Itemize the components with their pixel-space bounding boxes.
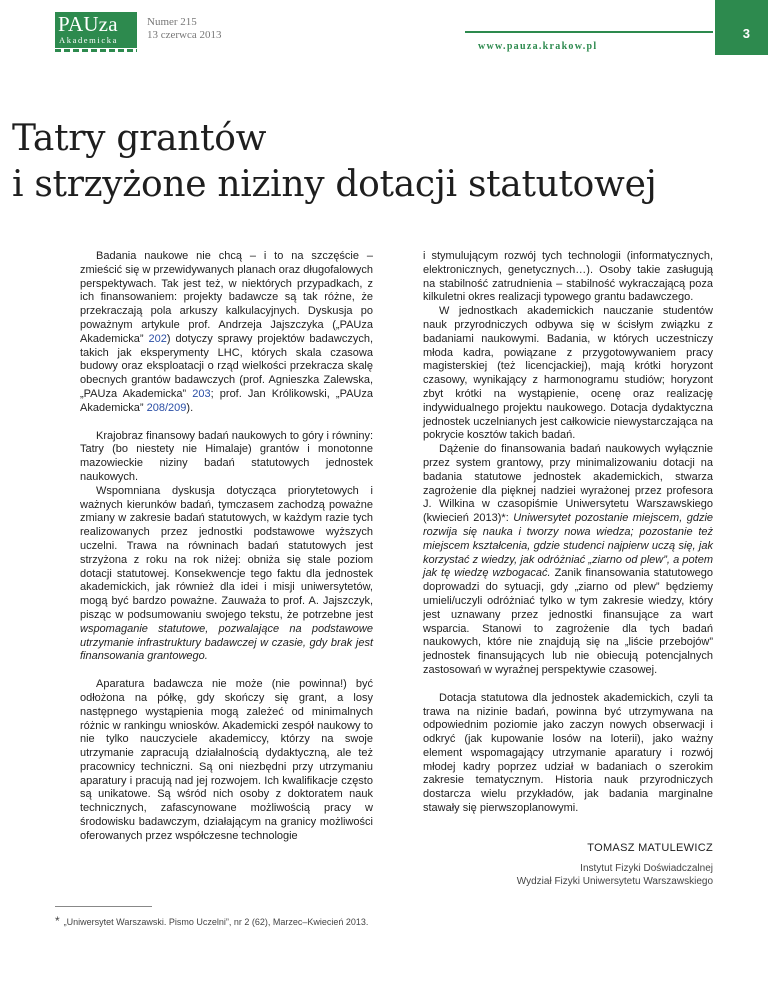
footnote-text: „Uniwersytet Warszawski. Pismo Uczelni”, nr 2 (62), Marzec–Kwiecień 2013. [63,917,369,927]
title-line-1: Tatry grantów [12,118,267,159]
quote: wspomaganie statutowe, pozwalające na podstawowe utrzymanie infrastruktury badawczej w czasie, gdy brak jest finansowania grantowego. [80,622,373,663]
paragraph: Aparatura badawcza nie może (nie powinna!) być odłożona na półkę, gdy skończy się grant, a losy następnego wystąpienia mogą zależeć od minimalnych różnic w rankingu wniosków. Akademicki zespół naukowy to nie tylko nauczyciele akademiccy, którzy na swoje utrzymanie zapracują działalnością dydaktyczną, ale też pracownicy techniczni. Są oni niezbędni przy utrzymaniu aparatury i pracują nad jej rozwojem. Ich kwalifikacje często są unikatowe. Są wśród nich osoby z doktoratem nauk technicznych, zafascynowane możliwością pracy w środowisku badawczym, działającym na granicy możliwości oferowanych przez współczesne technologie [80,678,373,842]
pauza-logo [55,12,137,48]
paragraph: Krajobraz finansowy badań naukowych to góry i równiny: Tatry (bo niestety nie Himalaje) grantów i monotonne mazowieckie niziny badań statutowych jednostek naukowych. [80,429,373,483]
page-number: 3 [742,26,750,41]
footnote-rule [55,906,152,907]
quote: Uniwersytet pozostanie miejscem, gdzie rozwija się nauka i tworzy nowa wiedza; pozostanie też miejscem kształcenia, gdzie studenci najpierw uczą się, jak korzystać z wiedzy, jak odróżniać „ziarno od plew”, a potem jak tę wiedzę wzbogacać. [423,512,714,580]
title-line-2: i strzyżone niziny dotacji statutowej [12,164,657,205]
author-name: TOMASZ MATULEWICZ [587,842,713,854]
article-column-left [80,250,373,844]
paragraph: Wspomniana dyskusja dotycząca priorytetowych i ważnych kierunków badań, tymczasem zachodzą poważne zmiany w zakresie badań statutowych, w każdym razie tych realizowanych przez jednostki podstawowe wyższych uczelni. Trawa na równinach badań statutowych jest strzyżona z roku na rok niżej: obniża się stale poziom dotacji statutowej. Konsekwencje tego faktu dla jednostek akademickich, jak również dla idei i misji uniwersytetów, mogą być bardzo poważne. Zauważa to prof. A. Jajszczyk, pisząc w podsumowaniu swojego tekstu, że potrzebne jest wspomaganie statutowe, pozwalające na podstawowe utrzymanie infrastruktury badawczej w czasie, gdy brak jest finansowania grantowego. [80,484,373,663]
header-rule [465,31,713,33]
issue-link[interactable]: 202 [148,332,167,345]
issue-date: 13 czerwca 2013 [147,29,222,41]
article-title [12,116,656,208]
article-column-right [423,250,713,816]
paragraph: Badania naukowe nie chcą – i to na szczęście – zmieścić się w przewidywanych planach oraz długofalowych perspektywach. Tak jest też, w niektórych przypadkach, z ich finansowaniem: projekty badawcze są tak różne, że przekraczają pola arkuszy kalkulacyjnych. Dyskusja po poważnym artykule prof. Andrzeja Jajszczyka („PAUza Akademicka” 202) dotyczy sprawy projektów badawczych, takich jak eksperymenty LHC, których skala czasowa budowy oraz eksploatacji o rząd wielkości przekracza skalę obecnych grantów badawczych (prof. Agnieszka Zalewska, „PAUza Akademicka” 203; prof. Jan Królikowski, „PAUza Akademicka” 208/209). [80,250,373,414]
issue-number: Numer 215 [147,16,197,28]
website-link[interactable]: www.pauza.krakow.pl [478,41,598,52]
issue-link[interactable]: 208/209 [146,401,187,414]
paragraph: Dążenie do finansowania badań naukowych wyłącznie przez system grantowy, przy minimalizowaniu dotacji na badania statutowe jednostek akademickich, stwarza zagrożenie dla pięknej nadziei wyrażonej przez profesora J. Wilkina w czasopiśmie Uniwersytetu Warszawskiego (kwiecień 2013)*: Uniwersytet pozostanie miejscem, gdzie rozwija się nauka i tworzy nowa wiedza; pozostanie też miejscem kształcenia, gdzie studenci najpierw uczą się, jak korzystać z wiedzy, jak odróżniać „ziarno od plew”, a potem jak tę wiedzę wzbogacać. Zanik finansowania statutowego doprowadzi do sytuacji, gdy „ziarno od plew” będziemy umieli/uczyli odróżniać tylko w tym zakresie wiedzy, który jest uznawany przez jednostki finansujące za wart wsparcia. Stanowi to zagrożenie dla tych badań naukowych, które nie znajdują się na „liście przebojów” jednostek finansujących lub nie obiecują potencjalnych zastosowań w wyraźnej perspektywie czasowej. [423,443,714,676]
page-number-tab [715,0,768,55]
issue-info [147,16,222,42]
logo-decoration [55,49,137,52]
issue-link[interactable]: 203 [192,387,211,400]
logo-subtitle: Akademicka [59,35,118,45]
paragraph: Dotacja statutowa dla jednostek akademickich, czyli ta trawa na nizinie badań, powinna być utrzymywana na odpowiednim poziomie jako zaczyn nowych obserwacji i odkryć (jak kupowanie losów na loterii), jako ważny element wspomagający utrzymanie aparatury i rozwój młodej kadry poprzez udział w badaniach o szerokim zakresie tematycznym. Historia nauk przyrodniczych dostarcza wielu przykładów, jak badania marginalne stawały się pierwszoplanowymi. [423,691,713,815]
footnote-marker: * [55,914,60,928]
paragraph: W jednostkach akademickich nauczanie studentów nauk przyrodniczych odbywa się w ścisłym związku z badaniami naukowymi. Badania, w których uczestniczy młoda kadra, powiązane z przygotowywaniem pracy magisterskiej (też licencjackiej), mają krótki horyzont czasowy, wynikający z harmonogramu studiów; horyzont zbyt krótki na wystąpienie, ocenę oraz realizację indywidualnego projektu naukowego. Dotacja dydaktyczna jednostek uczelnianych jest całkowicie niewystarczająca na pokrycie kosztów takich badań. [423,305,713,442]
footnote [55,914,368,928]
paragraph: i stymulującym rozwój tych technologii (informatycznych, elektronicznych, genetycznych…). Osoby takie zasługują na stabilność zatrudnienia – stabilność wykraczającą poza kilkuletni okres realizacji typowego grantu badawczego. [423,250,713,304]
author-affiliation: Instytut Fizyki Doświadczalnej Wydział Fizyki Uniwersytetu Warszawskiego [516,863,713,887]
logo-title: PAUza [58,12,118,36]
